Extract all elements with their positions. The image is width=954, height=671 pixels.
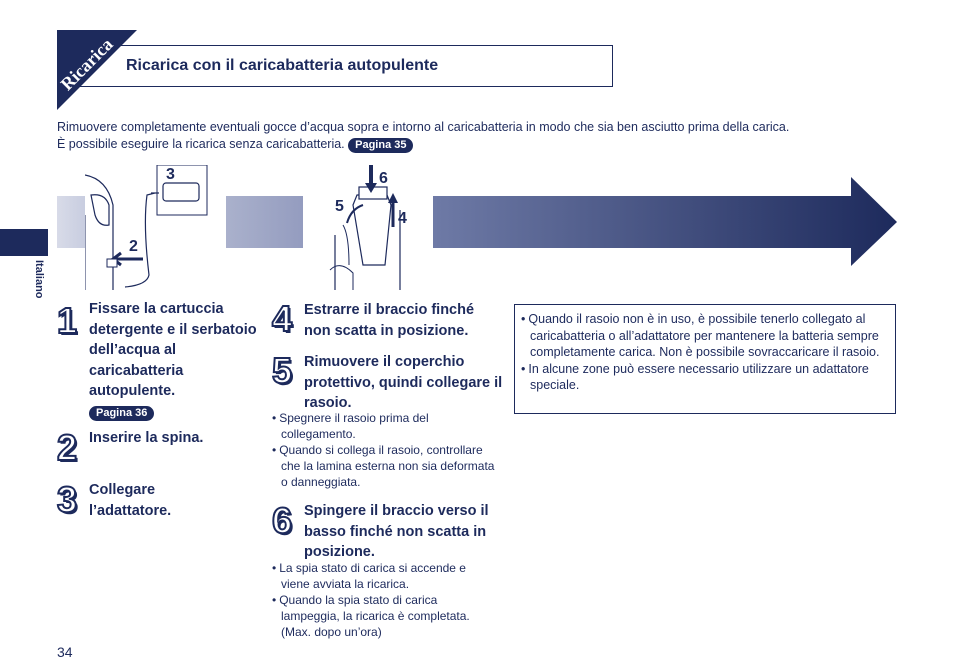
progress-arrow (433, 177, 898, 267)
note-box (514, 304, 896, 414)
step-5-bullets (272, 410, 497, 490)
illus-label-5: 5 (335, 198, 344, 215)
illus-label-3: 3 (166, 166, 175, 183)
step-5-bullet: • Spegnere il rasoio prima del collegamento. (272, 410, 497, 442)
step-3-text: Collegare l’adattatore. (89, 482, 172, 519)
illus-label-2: 2 (129, 238, 138, 255)
page-number: 34 (57, 644, 73, 660)
step-1-text (89, 299, 259, 422)
illus-label-6: 6 (379, 170, 388, 187)
section-corner-label: Ricarica (56, 34, 117, 95)
section-title: Ricarica con il caricabatteria autopulente (126, 57, 439, 74)
intro-line-2 (57, 136, 789, 153)
step-1-page-badge[interactable]: Pagina 36 (89, 406, 154, 421)
intro-text (57, 119, 789, 153)
language-tab (0, 229, 48, 256)
intro-line-2-text: È possibile eseguire la ricarica senza caricabatteria. (57, 137, 345, 151)
step-5-text: Rimuovere il coperchio protettivo, quindi collegare il rasoio. (304, 354, 503, 411)
step-6-text: Spingere il braccio verso il basso finché non scatta in posizione. (304, 503, 489, 560)
progress-bar-segment-1 (57, 196, 85, 248)
step-number-1: 1 (57, 300, 78, 341)
step-1-label: Fissare la cartuccia detergente e il serbatoio dell’acqua al caricabatteria autopulente. (89, 301, 257, 399)
step-6-bullets (272, 560, 497, 640)
note-item: • Quando il rasoio non è in uso, è possibile tenerlo collegato al caricabatteria o all’adattatore per mantenere la batteria sempre completamente carica. Non è possibile sovraccaricare il rasoio. (521, 311, 889, 361)
step-number-6: 6 (272, 500, 293, 541)
step-5-bullet: • Quando si collega il rasoio, controllare che la lamina esterna non sia deformata o danneggiata. (272, 442, 497, 490)
shaver-charger-illustration (305, 165, 425, 290)
note-item: • In alcune zone può essere necessario utilizzare un adattatore speciale. (521, 361, 889, 394)
progress-bar-segment-2 (226, 196, 303, 248)
intro-line-1: Rimuovere completamente eventuali gocce d’acqua sopra e intorno al caricabatteria in modo che sia ben asciutto prima della carica. (57, 120, 790, 134)
language-label: Italiano (33, 260, 45, 299)
charger-plug-illustration (85, 165, 215, 290)
step-4-text: Estrarre il braccio finché non scatta in posizione. (304, 302, 475, 339)
step-number-4: 4 (272, 298, 293, 339)
step-number-5: 5 (272, 350, 293, 391)
step-6-bullet: • La spia stato di carica si accende e viene avviata la ricarica. (272, 560, 497, 592)
step-6-bullet: • Quando la spia stato di carica lampeggia, la ricarica è completata. (Max. dopo un’ora) (272, 592, 497, 640)
page-reference-badge[interactable]: Pagina 35 (348, 138, 413, 153)
illus-label-4: 4 (398, 210, 407, 227)
step-number-3: 3 (57, 479, 78, 520)
step-number-2: 2 (57, 427, 78, 468)
step-2-text: Inserire la spina. (89, 430, 204, 446)
